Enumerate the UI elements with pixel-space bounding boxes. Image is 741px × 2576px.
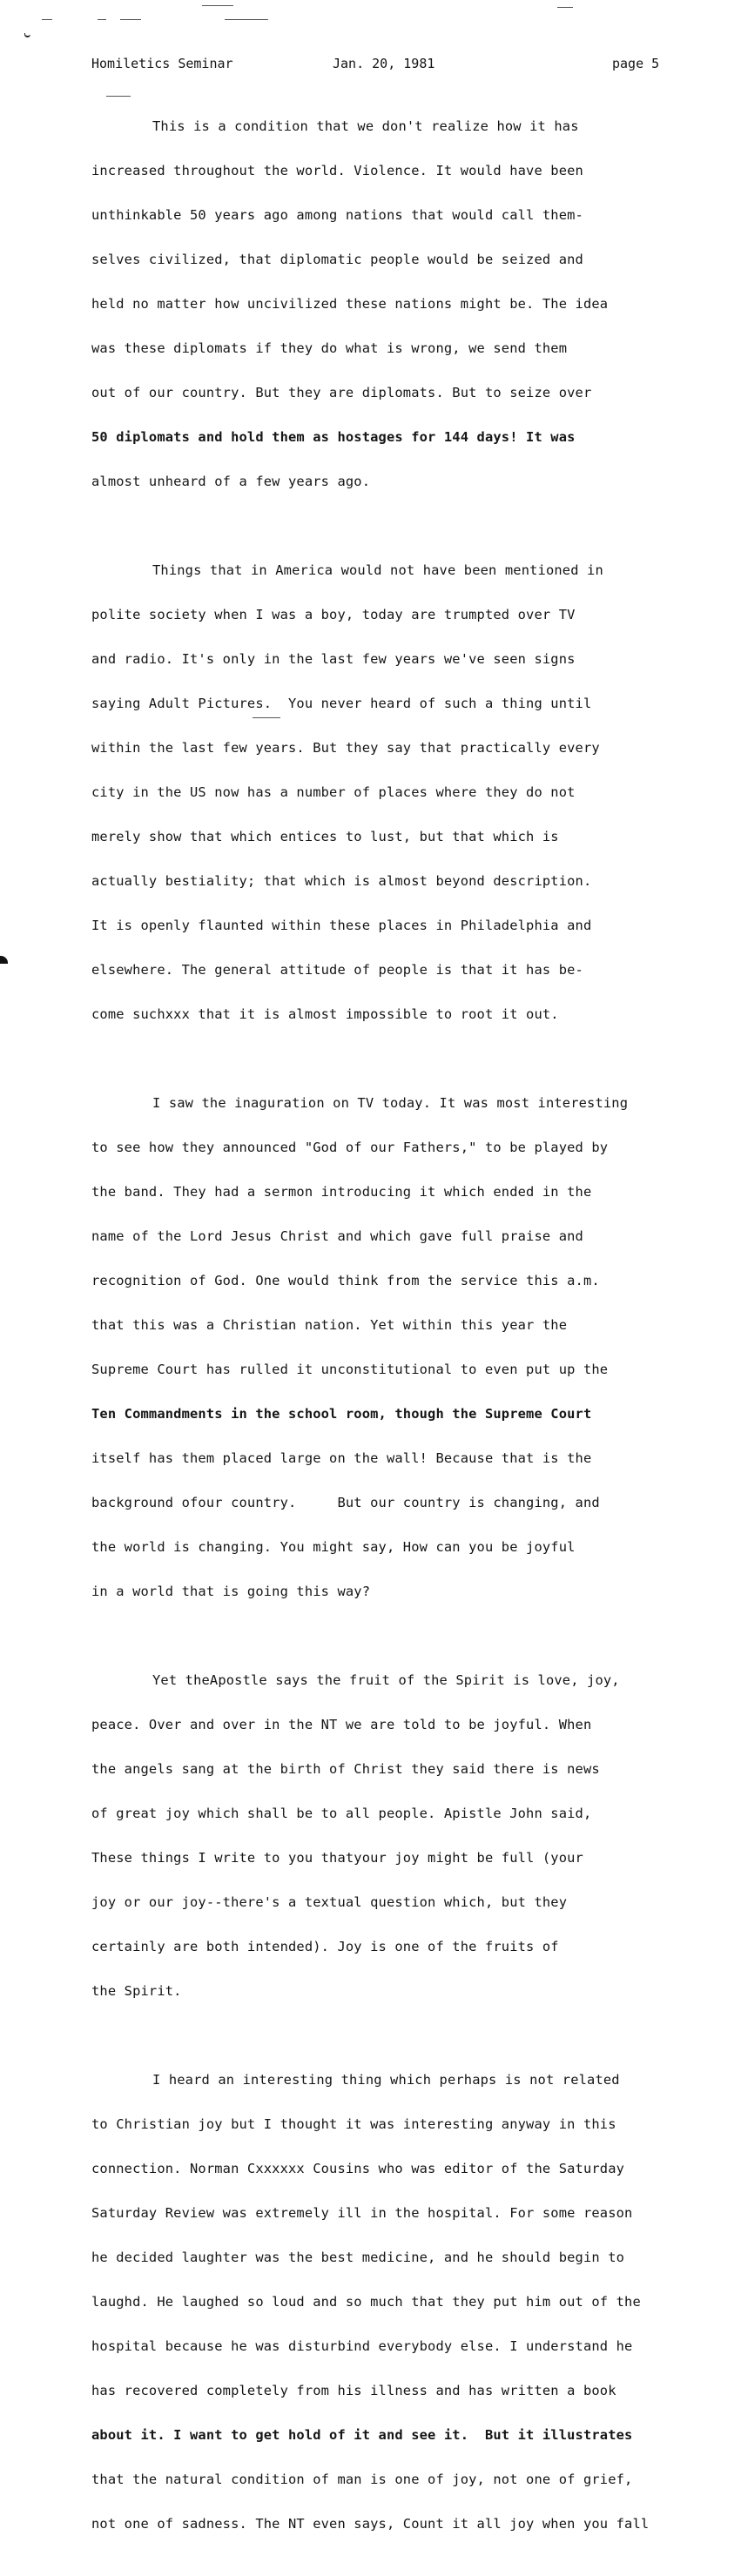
paragraph — [91, 2043, 705, 2561]
text-line: Supreme Court has rulled it unconstitutional to even put up the — [91, 1362, 609, 1377]
text-line: and radio. It's only in the last few years we've seen signs — [91, 651, 576, 667]
text-line: This is a condition that we don't realize how it has — [152, 118, 579, 134]
text-line: to see how they announced "God of our Fathers," to be played by — [91, 1140, 609, 1155]
paragraph — [91, 534, 705, 1052]
scan-speck — [98, 19, 106, 20]
text-line: It is openly flaunted within these places in Philadelphia and — [91, 918, 592, 933]
text-line: I saw the inaguration on TV today. It was most interesting — [152, 1095, 629, 1111]
text-line: held no matter how uncivilized these nations might be. The idea — [91, 296, 609, 312]
text-line: out of our country. But they are diplomats. But to seize over — [91, 385, 592, 400]
text-line: These things I write to you thatyour joy might be full (your — [91, 1850, 583, 1866]
paragraph — [91, 1066, 705, 1629]
paragraph — [91, 90, 705, 519]
text-line: of great joy which shall be to all people. Apistle John said, — [91, 1806, 592, 1821]
scan-speck — [42, 19, 52, 20]
text-line: the world is changing. You might say, How can you be joyful — [91, 1539, 576, 1555]
paragraph — [91, 1644, 705, 2028]
text-line: joy or our joy--there's a textual question which, but they — [91, 1894, 568, 1910]
text-line: not one of sadness. The NT even says, Count it all joy when you fall — [91, 2516, 650, 2532]
text-line: unthinkable 50 years ago among nations that would call them- — [91, 207, 583, 223]
document-body — [91, 90, 705, 2576]
text-line: certainly are both intended). Joy is one of the fruits of — [91, 1939, 559, 1954]
text-line: Things that in America would not have been mentioned in — [152, 562, 603, 578]
scan-edge-mark — [0, 956, 8, 964]
text-line: laughd. He laughed so loud and so much that they put him out of the — [91, 2294, 641, 2310]
text-line: name of the Lord Jesus Christ and which gave full praise and — [91, 1228, 583, 1244]
text-line: background ofour country. But our country is changing, and — [91, 1495, 600, 1510]
page-header — [91, 55, 701, 72]
text-line: city in the US now has a number of places where they do not — [91, 784, 576, 800]
text-line: peace. Over and over in the NT we are told to be joyful. When — [91, 1717, 592, 1732]
text-line: elsewhere. The general attitude of people is that it has be- — [91, 962, 583, 978]
text-line: the angels sang at the birth of Christ they said there is news — [91, 1761, 600, 1777]
text-line: connection. Norman Cxxxxxx Cousins who was editor of the Saturday — [91, 2161, 625, 2176]
header-date: Jan. 20, 1981 — [333, 56, 435, 71]
text-line: selves civilized, that diplomatic people would be seized and — [91, 252, 583, 267]
text-line: in a world that is going this way? — [91, 1584, 371, 1599]
header-title: Homiletics Seminar — [91, 56, 233, 71]
text-line: Yet theApostle says the fruit of the Spirit is love, joy, — [152, 1672, 620, 1688]
text-line: merely show that which entices to lust, but that which is — [91, 829, 559, 844]
text-line: that this was a Christian nation. Yet within this year the — [91, 1317, 568, 1333]
text-line: has recovered completely from his illness and has written a book — [91, 2383, 616, 2398]
scan-speck — [120, 19, 141, 20]
text-line: come suchxxx that it is almost impossible to root it out. — [91, 1006, 559, 1022]
text-line: Ten Commandments in the school room, though the Supreme Court — [91, 1406, 592, 1422]
text-line: Saturday Review was extremely ill in the hospital. For some reason — [91, 2205, 633, 2221]
text-line: to Christian joy but I thought it was interesting anyway in this — [91, 2116, 616, 2132]
text-line: within the last few years. But they say that practically every — [91, 740, 600, 756]
text-line: he decided laughter was the best medicine, and he should begin to — [91, 2250, 625, 2265]
text-line: almost unheard of a few years ago. — [91, 474, 371, 489]
scan-speck — [225, 19, 268, 20]
scan-speck — [557, 7, 573, 8]
scan-speck — [202, 5, 233, 6]
text-line: about it. I want to get hold of it and see it. But it illustrates — [91, 2427, 633, 2443]
margin-mark — [24, 33, 30, 37]
text-line: increased throughout the world. Violence. It would have been — [91, 163, 583, 178]
text-line: was these diplomats if they do what is wrong, we send them — [91, 340, 568, 356]
text-line: recognition of God. One would think from the service this a.m. — [91, 1273, 600, 1288]
text-line: that the natural condition of man is one of joy, not one of grief, — [91, 2472, 633, 2487]
header-page-number: page 5 — [612, 56, 660, 71]
text-line: I heard an interesting thing which perhaps is not related — [152, 2072, 620, 2088]
text-line: the Spirit. — [91, 1983, 182, 1999]
text-line: the band. They had a sermon introducing it which ended in the — [91, 1184, 592, 1200]
text-line: saying Adult Pictures. You never heard of such a thing until — [91, 696, 592, 711]
text-line: hospital because he was disturbind everybody else. I understand he — [91, 2338, 633, 2354]
text-line: 50 diplomats and hold them as hostages for 144 days! It was — [91, 429, 576, 445]
text-line: actually bestiality; that which is almost beyond description. — [91, 873, 592, 889]
text-line: itself has them placed large on the wall! Because that is the — [91, 1450, 592, 1466]
text-line: polite society when I was a boy, today are trumpted over TV — [91, 607, 576, 622]
